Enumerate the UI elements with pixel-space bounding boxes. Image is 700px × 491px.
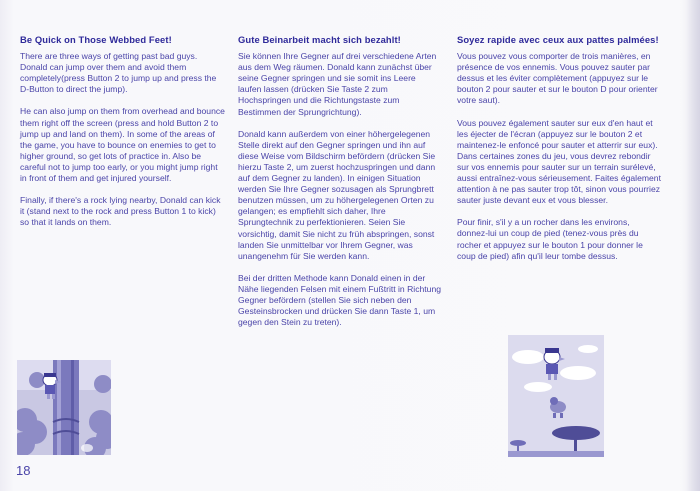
- english-column: [20, 34, 225, 239]
- donald-jumping-savanna-game-screenshot: [508, 335, 604, 457]
- page-edge-shadow: [686, 0, 700, 491]
- english-paragraph: There are three ways of getting past bad guys. Donald can jump over them and avoid them completely(press Button 2 to jump up and press the D-Button to direct the jump).: [20, 51, 217, 95]
- game-scene-image: [508, 335, 604, 457]
- german-heading: Gute Beinarbeit macht sich bezahlt!: [238, 34, 401, 45]
- game-scene-image: [17, 360, 111, 455]
- ground: [508, 451, 604, 457]
- french-paragraph: Vous pouvez également sauter sur eux d'en haut et les éjecter de l'écran (appuyez sur le bouton 2 et maintenez-le enfoncé pour sauter et atterrir sur eux). Dans certaines zones du jeu, vous devrez rebondir sur vos ennemis pour sauter sur un terrain surélevé, aussi entraînez-vous sérieusement. Faites également attention à ne pas sauter trop tôt, sinon vous pourriez sauter juste devant eux et vous blesser.: [457, 117, 661, 206]
- german-column: [238, 34, 441, 339]
- french-column: [457, 34, 661, 273]
- english-paragraph: He can also jump on them from overhead and bounce them right off the screen (press and hold Button 2 to jump up and land on them). In some of the areas of the game, you have to bounce on enemies to get to higher ground, so get lots of practice in. Also be careful not to jump too early, or you might jump right in front of them and get injured yourself.: [20, 106, 225, 184]
- german-paragraph: Bei der dritten Methode kann Donald einen in der Nähe liegenden Felsen mit einem Fußtritt in Richtung Gegner befördern (stellen Sie sich neben den Gesteinsbrocken und drücken Sie dann Taste 1, um gegen den Stein zu treten).: [238, 272, 442, 328]
- german-paragraph: Donald kann außerdem von einer höhergelegenen Stelle direkt auf den Gegner springen und ihn auf diese Weise vom Bildschirm befördern (drücken Sie hierzu Taste 2, um zuerst hochzuspringen und dann auf dem Gegner zu landen). In einigen Situation werden Sie Ihre Gegner sozusagen als Sprungbrett benutzen müssen, um zu höhergelegenen Orten zu gelangen; es empfiehlt sich daher, Ihre Sprungtechnik zu perfektionieren. Seien Sie vorsichtig, damit Sie nicht zu früh abspringen, sonst landen Sie unmittelbar vor Ihrem Gegner, was unangenehm für Sie werden kann.: [238, 128, 436, 261]
- page-number: 18: [16, 463, 31, 478]
- donald-climbing-tree-game-screenshot: [17, 360, 111, 455]
- french-paragraph: Pour finir, s'il y a un rocher dans les environs, donnez-lui un coup de pied (tenez-vous près du rocher et appuyez sur le bouton 1 pour donner le coup de pied) afin qu'il leur tombe dessus.: [457, 217, 643, 261]
- french-paragraph: Vous pouvez vous comporter de trois manières, en présence de vos ennemis. Vous pouvez sauter par dessus et les éviter complètement (appuyez sur le bouton 2 pour sauter et sur le bouton D pour orienter votre saut).: [457, 51, 658, 106]
- english-heading: Be Quick on Those Webbed Feet!: [20, 34, 172, 45]
- english-paragraph: Finally, if there's a rock lying nearby, Donald can kick it (stand next to the rock and press Button 1 to kick) so that it lands on them.: [20, 195, 221, 228]
- french-heading: Soyez rapide avec ceux aux pattes palmées!: [457, 34, 659, 45]
- german-paragraph: Sie können Ihre Gegner auf drei verschiedene Arten aus dem Weg räumen. Donald kann zunächst über seine Gegner springen und sie somit ins Leere laufen lassen (drücken Sie Taste 2 zum Hochspringen und die Richtungstaste zum Bestimmen der Sprungrichtung).: [238, 51, 437, 117]
- tree-trunk: [53, 360, 79, 455]
